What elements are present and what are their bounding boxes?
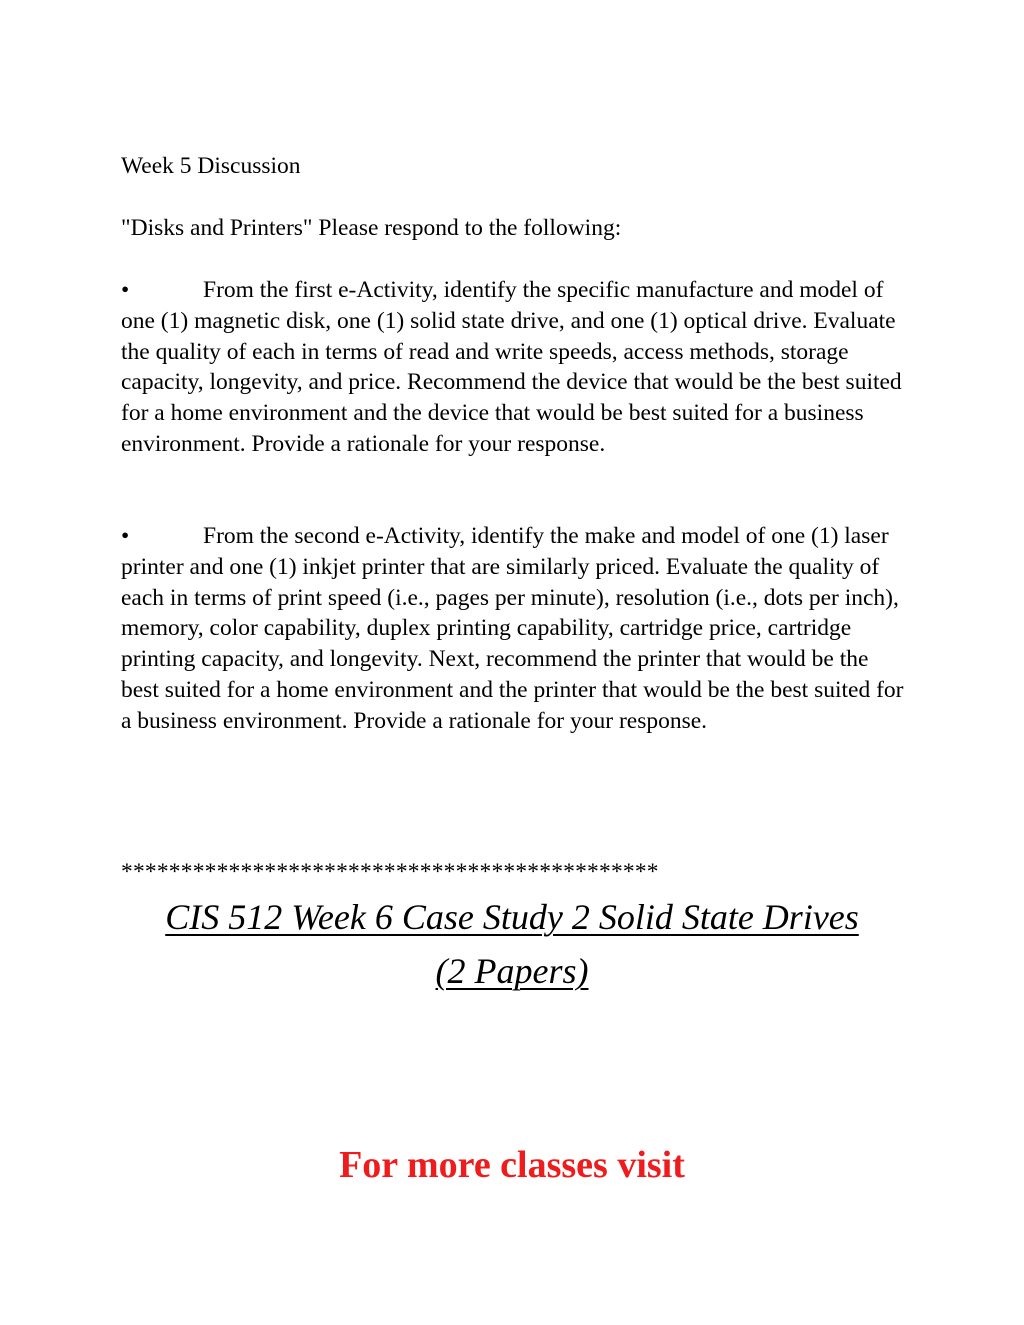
bullet-text-disks: From the first e-Activity, identify the specific manufacture and model of one (1) magnetic disk, one (1) solid state drive, and one (1) optical drive. Evaluate the quality of each in terms of read and write speeds, access methods, storage capacity, longevity, and price. Recommend the device that would be the best suited for a home environment and the device that would be best suited for a business environment. Provide a rationale for your response. [121,277,902,457]
discussion-prompt: "Disks and Printers" Please respond to the following: [121,215,622,241]
case-study-title-line-2[interactable]: (2 Papers) [435,951,589,991]
promo-text: For more classes visit [339,1144,685,1186]
discussion-heading: Week 5 Discussion [121,153,301,179]
bullet-item-disks [121,275,911,460]
bullet-icon: • [121,523,130,549]
bullet-text-printers: From the second e-Activity, identify the make and model of one (1) laser printer and one (1) inkjet printer that are similarly priced. Evaluate the quality of each in terms of print speed (i.e., pages per minute), resolution (i.e., dots per inch), memory, color capability, duplex printing capability, cartridge price, cartridge printing capacity, and longevity. Next, recommend the printer that would be the best suited for a home environment and the printer that would be the best suited for a business environment. Provide a rationale for your response. [121,523,904,734]
case-study-title-line-1[interactable]: CIS 512 Week 6 Case Study 2 Solid State Drives [165,897,859,937]
bullet-item-printers [121,521,911,737]
separator-line: ********************************************* [121,859,659,885]
bullet-icon: • [121,277,130,303]
case-study-title[interactable] [100,893,924,1001]
